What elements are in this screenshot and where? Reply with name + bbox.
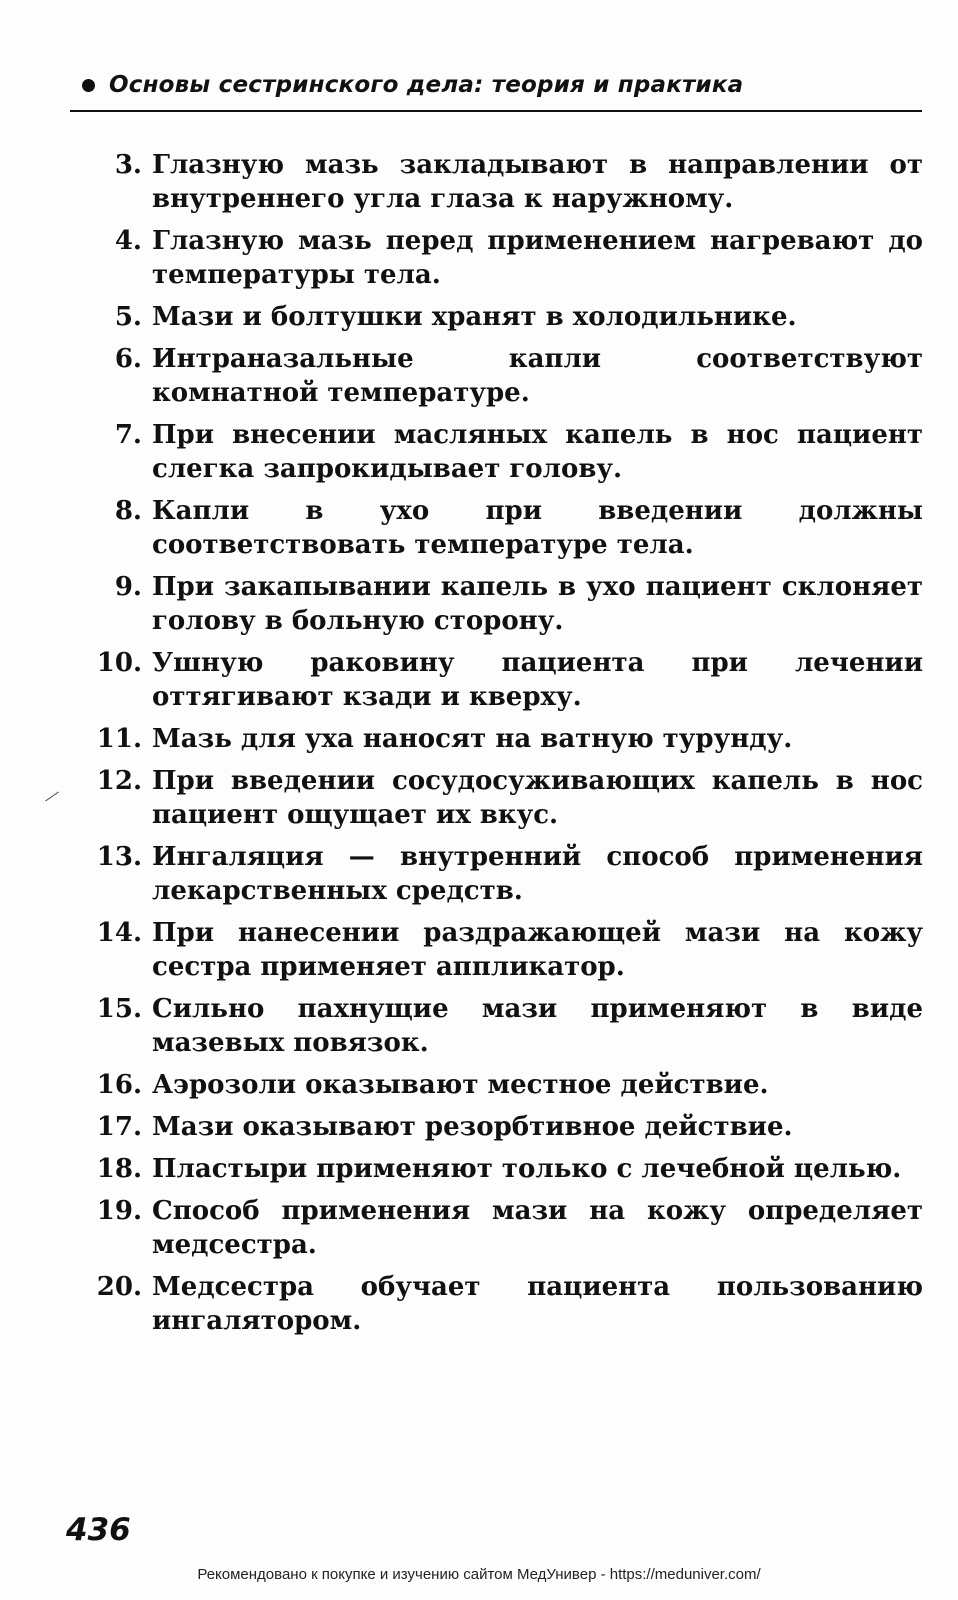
item-number: 5. <box>114 302 142 332</box>
list-item <box>88 148 923 216</box>
list-item <box>88 722 923 756</box>
header-rule <box>70 110 922 112</box>
list-item <box>88 840 923 908</box>
item-number: 18. <box>96 1154 142 1184</box>
item-text: Медсестра обучает пациента пользованию ингалятором. <box>152 1272 923 1336</box>
running-title: Основы сестринского дела: теория и практика <box>109 72 744 98</box>
item-text: Пластыри применяют только с лечебной целью. <box>152 1154 902 1184</box>
item-text: Мази и болтушки хранят в холодильнике. <box>152 302 797 332</box>
item-number: 13. <box>96 842 142 872</box>
item-number: 14. <box>96 918 142 948</box>
list-item <box>88 1110 923 1144</box>
item-number: 10. <box>96 648 142 678</box>
list-item <box>88 1152 923 1186</box>
list-item <box>88 494 923 562</box>
footer-note: Рекомендовано к покупке и изучению сайтом МедУнивер - https://meduniver.com/ <box>197 1566 761 1583</box>
list-item <box>88 570 923 638</box>
item-text: Мази оказывают резорбтивное действие. <box>152 1112 793 1142</box>
item-text: Ушную раковину пациента при лечении оттягивают кзади и кверху. <box>152 648 923 712</box>
item-text: Сильно пахнущие мази применяют в виде мазевых повязок. <box>152 994 923 1058</box>
item-text: Аэрозоли оказывают местное действие. <box>152 1070 769 1100</box>
item-text: При закапывании капель в ухо пациент склоняет голову в больную сторону. <box>152 572 923 636</box>
item-text: Глазную мазь перед применением нагревают до температуры тела. <box>152 226 923 290</box>
item-number: 12. <box>96 766 142 796</box>
item-number: 8. <box>114 496 142 526</box>
item-text: Капли в ухо при введении должны соответствовать температуре тела. <box>152 496 923 560</box>
item-text: Способ применения мази на кожу определяет медсестра. <box>152 1196 923 1260</box>
bullet-icon <box>82 79 95 92</box>
page-number: 436 <box>66 1512 131 1548</box>
item-text: При внесении масляных капель в нос пациент слегка запрокидывает голову. <box>152 420 923 484</box>
item-number: 19. <box>96 1196 142 1226</box>
item-number: 4. <box>114 226 142 256</box>
statement-list <box>88 148 923 1346</box>
item-text: При введении сосудосуживающих капель в нос пациент ощущает их вкус. <box>152 766 923 830</box>
list-item <box>88 224 923 292</box>
item-number: 3. <box>114 150 142 180</box>
item-number: 11. <box>96 724 142 754</box>
item-number: 7. <box>114 420 142 450</box>
item-number: 17. <box>96 1112 142 1142</box>
list-item <box>88 992 923 1060</box>
item-number: 16. <box>96 1070 142 1100</box>
list-item <box>88 916 923 984</box>
running-header <box>82 72 743 98</box>
list-item <box>88 646 923 714</box>
list-item <box>88 1068 923 1102</box>
item-text: При нанесении раздражающей мази на кожу сестра применяет аппликатор. <box>152 918 923 982</box>
item-text: Мазь для уха наносят на ватную турунду. <box>152 724 793 754</box>
list-item <box>88 300 923 334</box>
scan-mark <box>45 792 59 802</box>
list-item <box>88 764 923 832</box>
item-number: 6. <box>114 344 142 374</box>
item-number: 9. <box>114 572 142 602</box>
list-item <box>88 418 923 486</box>
item-text: Ингаляция — внутренний способ применения лекарственных средств. <box>152 842 923 906</box>
list-item <box>88 342 923 410</box>
item-text: Глазную мазь закладывают в направлении от внутреннего угла глаза к наружному. <box>152 150 923 214</box>
item-number: 20. <box>96 1272 142 1302</box>
item-number: 15. <box>96 994 142 1024</box>
item-text: Интраназальные капли соответствуют комнатной температуре. <box>152 344 923 408</box>
list-item <box>88 1194 923 1262</box>
list-item <box>88 1270 923 1338</box>
